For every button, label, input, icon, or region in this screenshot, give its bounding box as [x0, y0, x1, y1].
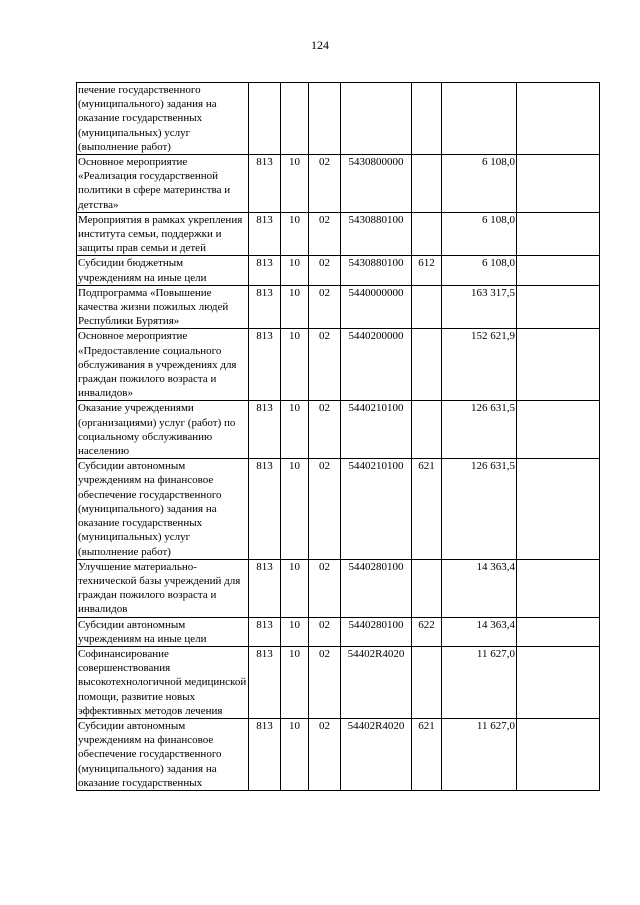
row-section-code: 10	[281, 718, 309, 790]
table-row	[77, 401, 600, 459]
row-subsection-code: 02	[309, 285, 341, 329]
row-subsection-code: 02	[309, 718, 341, 790]
row-section-code: 10	[281, 459, 309, 559]
row-extra	[517, 718, 600, 790]
row-subsection-code: 02	[309, 559, 341, 617]
table-row	[77, 212, 600, 256]
row-extra	[517, 212, 600, 256]
budget-table	[76, 82, 600, 791]
row-ved-code: 813	[249, 718, 281, 790]
row-section-code: 10	[281, 559, 309, 617]
row-target-article-code: 5440000000	[341, 285, 412, 329]
row-subsection-code: 02	[309, 256, 341, 285]
table-row	[77, 256, 600, 285]
table-row	[77, 559, 600, 617]
row-subsection-code: 02	[309, 617, 341, 646]
table-row	[77, 155, 600, 213]
row-ved-code	[249, 83, 281, 155]
row-expense-type-code: 621	[412, 718, 442, 790]
row-amount: 6 108,0	[442, 155, 517, 213]
row-target-article-code: 5430880100	[341, 256, 412, 285]
row-amount	[442, 83, 517, 155]
table-row	[77, 646, 600, 718]
row-amount: 126 631,5	[442, 459, 517, 559]
row-name: Субсидии автономным учреждениям на финансовое обеспечение государственного (муниципального) задания на оказание государственных	[77, 718, 249, 790]
row-expense-type-code	[412, 83, 442, 155]
row-amount: 126 631,5	[442, 401, 517, 459]
row-extra	[517, 329, 600, 401]
row-name: Субсидии автономным учреждениям на финансовое обеспечение государственного (муниципального) задания на оказание государственных (муниципальных) услуг (выполнение работ)	[77, 459, 249, 559]
row-ved-code: 813	[249, 646, 281, 718]
row-expense-type-code	[412, 646, 442, 718]
row-amount: 14 363,4	[442, 559, 517, 617]
page-number: 124	[311, 38, 329, 52]
row-target-article-code: 5430880100	[341, 212, 412, 256]
row-subsection-code: 02	[309, 329, 341, 401]
row-name: Оказание учреждениями (организациями) услуг (работ) по социальному обслуживанию населению	[77, 401, 249, 459]
row-ved-code: 813	[249, 459, 281, 559]
row-name: Улучшение материально-технической базы учреждений для граждан пожилого возраста и инвалидов	[77, 559, 249, 617]
row-amount: 14 363,4	[442, 617, 517, 646]
row-subsection-code: 02	[309, 401, 341, 459]
row-ved-code: 813	[249, 617, 281, 646]
table-row	[77, 285, 600, 329]
row-target-article-code: 5440280100	[341, 559, 412, 617]
row-name: печение государственного (муниципального) задания на оказание государственных (муниципальных) услуг (выполнение работ)	[77, 83, 249, 155]
row-section-code: 10	[281, 285, 309, 329]
row-extra	[517, 617, 600, 646]
row-section-code: 10	[281, 401, 309, 459]
row-subsection-code: 02	[309, 212, 341, 256]
row-expense-type-code	[412, 329, 442, 401]
row-expense-type-code: 612	[412, 256, 442, 285]
row-name: Основное мероприятие «Предоставление социального обслуживания в учреждениях для граждан пожилого возраста и инвалидов»	[77, 329, 249, 401]
row-subsection-code: 02	[309, 646, 341, 718]
row-section-code: 10	[281, 155, 309, 213]
row-target-article-code: 5440210100	[341, 459, 412, 559]
row-extra	[517, 559, 600, 617]
row-name: Подпрограмма «Повышение качества жизни пожилых людей Республики Бурятия»	[77, 285, 249, 329]
row-target-article-code: 5430800000	[341, 155, 412, 213]
row-target-article-code: 5440200000	[341, 329, 412, 401]
row-extra	[517, 83, 600, 155]
row-ved-code: 813	[249, 401, 281, 459]
row-target-article-code: 54402R4020	[341, 646, 412, 718]
row-ved-code: 813	[249, 285, 281, 329]
row-name: Основное мероприятие «Реализация государственной политики в сфере материнства и детства»	[77, 155, 249, 213]
row-expense-type-code	[412, 212, 442, 256]
row-section-code: 10	[281, 617, 309, 646]
row-extra	[517, 646, 600, 718]
table-row	[77, 718, 600, 790]
row-ved-code: 813	[249, 329, 281, 401]
row-name: Мероприятия в рамках укрепления института семьи, поддержки и защиты прав семьи и детей	[77, 212, 249, 256]
row-ved-code: 813	[249, 155, 281, 213]
row-ved-code: 813	[249, 212, 281, 256]
row-target-article-code: 5440210100	[341, 401, 412, 459]
row-ved-code: 813	[249, 256, 281, 285]
row-section-code: 10	[281, 256, 309, 285]
row-expense-type-code	[412, 155, 442, 213]
table-row	[77, 83, 600, 155]
row-section-code: 10	[281, 329, 309, 401]
row-amount: 11 627,0	[442, 718, 517, 790]
row-name: Софинансирование совершенствования высокотехнологичной медицинской помощи, развитие новых эффективных методов лечения	[77, 646, 249, 718]
row-subsection-code: 02	[309, 459, 341, 559]
row-target-article-code: 54402R4020	[341, 718, 412, 790]
row-expense-type-code	[412, 285, 442, 329]
row-subsection-code	[309, 83, 341, 155]
row-amount: 152 621,9	[442, 329, 517, 401]
row-extra	[517, 459, 600, 559]
row-expense-type-code: 622	[412, 617, 442, 646]
row-name: Субсидии автономным учреждениям на иные цели	[77, 617, 249, 646]
row-ved-code: 813	[249, 559, 281, 617]
row-expense-type-code: 621	[412, 459, 442, 559]
row-section-code: 10	[281, 212, 309, 256]
row-amount: 11 627,0	[442, 646, 517, 718]
row-extra	[517, 401, 600, 459]
row-name: Субсидии бюджетным учреждениям на иные цели	[77, 256, 249, 285]
row-expense-type-code	[412, 559, 442, 617]
table-row	[77, 329, 600, 401]
row-expense-type-code	[412, 401, 442, 459]
row-section-code: 10	[281, 646, 309, 718]
table-row	[77, 459, 600, 559]
row-target-article-code	[341, 83, 412, 155]
row-amount: 6 108,0	[442, 256, 517, 285]
row-subsection-code: 02	[309, 155, 341, 213]
row-section-code	[281, 83, 309, 155]
table-row	[77, 617, 600, 646]
row-amount: 6 108,0	[442, 212, 517, 256]
row-extra	[517, 285, 600, 329]
row-extra	[517, 256, 600, 285]
row-amount: 163 317,5	[442, 285, 517, 329]
row-target-article-code: 5440280100	[341, 617, 412, 646]
row-extra	[517, 155, 600, 213]
